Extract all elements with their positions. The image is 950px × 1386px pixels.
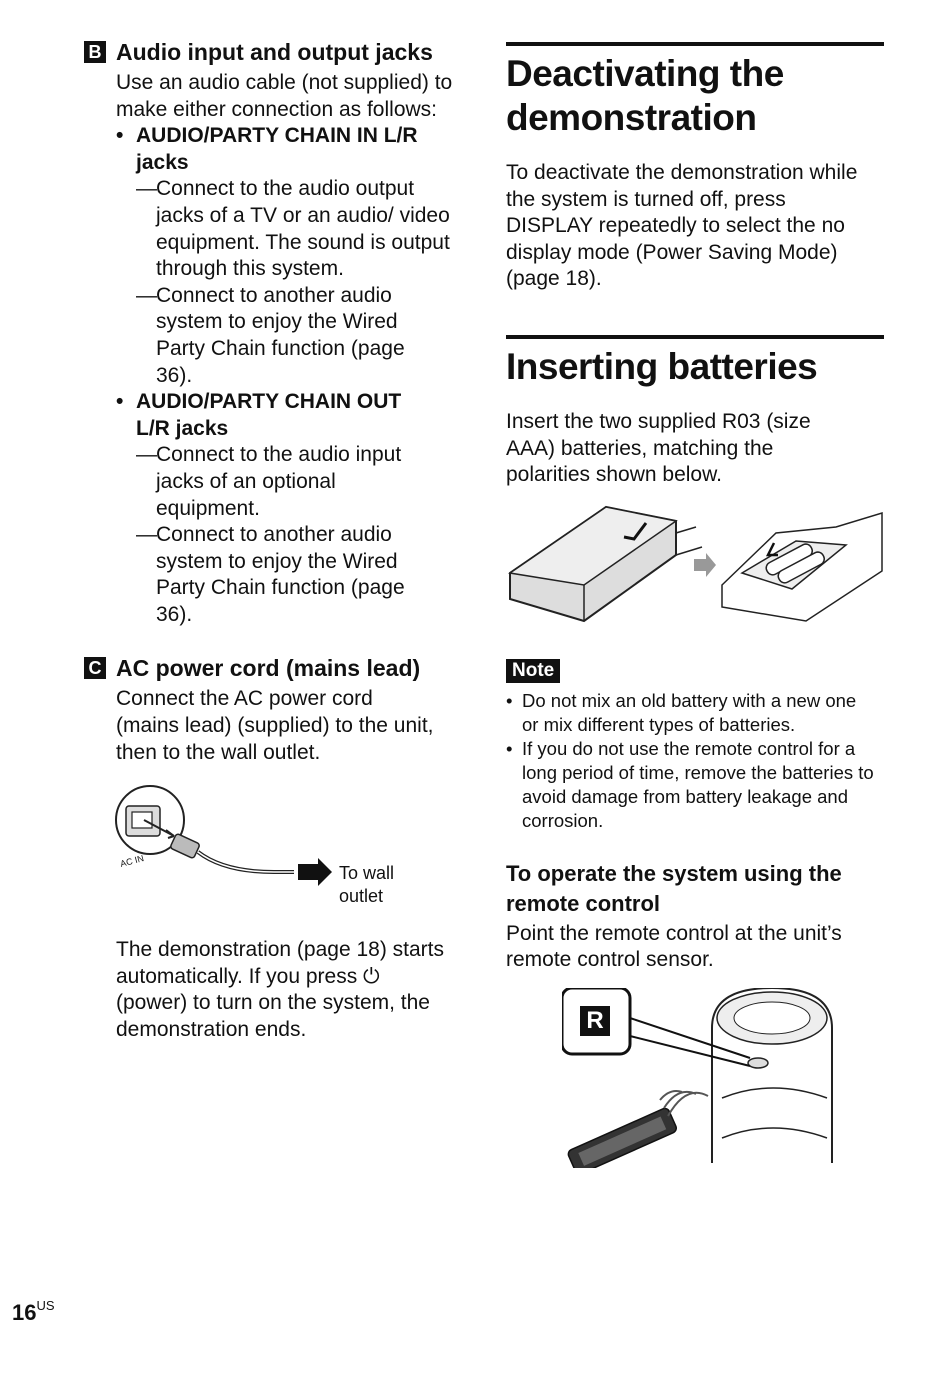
remote-control-figure xyxy=(562,988,862,1168)
dash-item: — Connect to the audio input jacks of an optional equipment. xyxy=(136,443,402,520)
power-cord-figure xyxy=(114,780,444,915)
operate-body: Point the remote control at the unit’s remote control sensor. xyxy=(506,921,842,972)
inserting-batteries-heading: Inserting batteries xyxy=(506,335,884,389)
ac-in-label: AC IN xyxy=(119,853,145,870)
left-column xyxy=(84,38,474,1044)
inserting-batteries-body: Insert the two supplied R03 (size AAA) batteries, matching the polarities shown below. xyxy=(506,409,811,487)
section-b-heading xyxy=(84,38,474,66)
dash-item: — Connect to another audio system to enjoy the Wired Party Chain function (page 36). xyxy=(136,283,405,387)
deactivating-heading: Deactivating the demonstration xyxy=(506,42,884,140)
deactivating-body: To deactivate the demonstration while the system is turned off, press DISPLAY repeatedly to select the no display mode (Power Saving Mode) (page 18). xyxy=(506,161,858,291)
note-block xyxy=(506,659,884,833)
section-c-title: AC power cord (mains lead) xyxy=(116,655,421,682)
dash-item: — Connect to another audio system to enjoy the Wired Party Chain function (page 36). xyxy=(136,523,405,626)
section-b-intro: Use an audio cable (not supplied) to make either connection as follows: xyxy=(116,71,453,121)
section-b-letter: B xyxy=(84,41,106,63)
section-b-title: Audio input and output jacks xyxy=(116,39,433,65)
note-item: • If you do not use the remote control for a long period of time, remove the batteries to avoid damage from battery leakage and corrosion. xyxy=(506,737,874,831)
power-cord-illustration xyxy=(114,780,444,915)
page-number: $16^{US}$ xyxy=(12,1298,55,1325)
to-wall-outlet-label: To wall outlet xyxy=(339,863,395,907)
note-label: Note xyxy=(506,659,560,683)
battery-illustration xyxy=(506,503,884,633)
section-c-intro: Connect the AC power cord (mains lead) (supplied) to the unit, then to the wall outlet. xyxy=(116,687,434,764)
dash-item: — Connect to the audio output jacks of a TV or an audio/ video equipment. The sound is output through this system. xyxy=(136,177,450,281)
operate-heading: To operate the system using the remote control xyxy=(506,860,842,916)
demo-starts-text: The demonstration (page 18) starts automatically. If you press ⏻ (power) to turn on the system, the demonstration ends. xyxy=(116,938,445,1042)
note-item: • Do not mix an old battery with a new one or mix different types of batteries. xyxy=(506,689,857,735)
bullet-in-jacks: • AUDIO/PARTY CHAIN IN L/R jacks xyxy=(116,124,418,174)
bullet-out-jacks: • AUDIO/PARTY CHAIN OUT L/R jacks xyxy=(116,390,402,440)
section-c-heading xyxy=(84,654,474,682)
section-c-letter: C xyxy=(84,657,106,679)
right-column xyxy=(506,42,884,1168)
remote-sensor-icon: R xyxy=(580,1006,610,1036)
